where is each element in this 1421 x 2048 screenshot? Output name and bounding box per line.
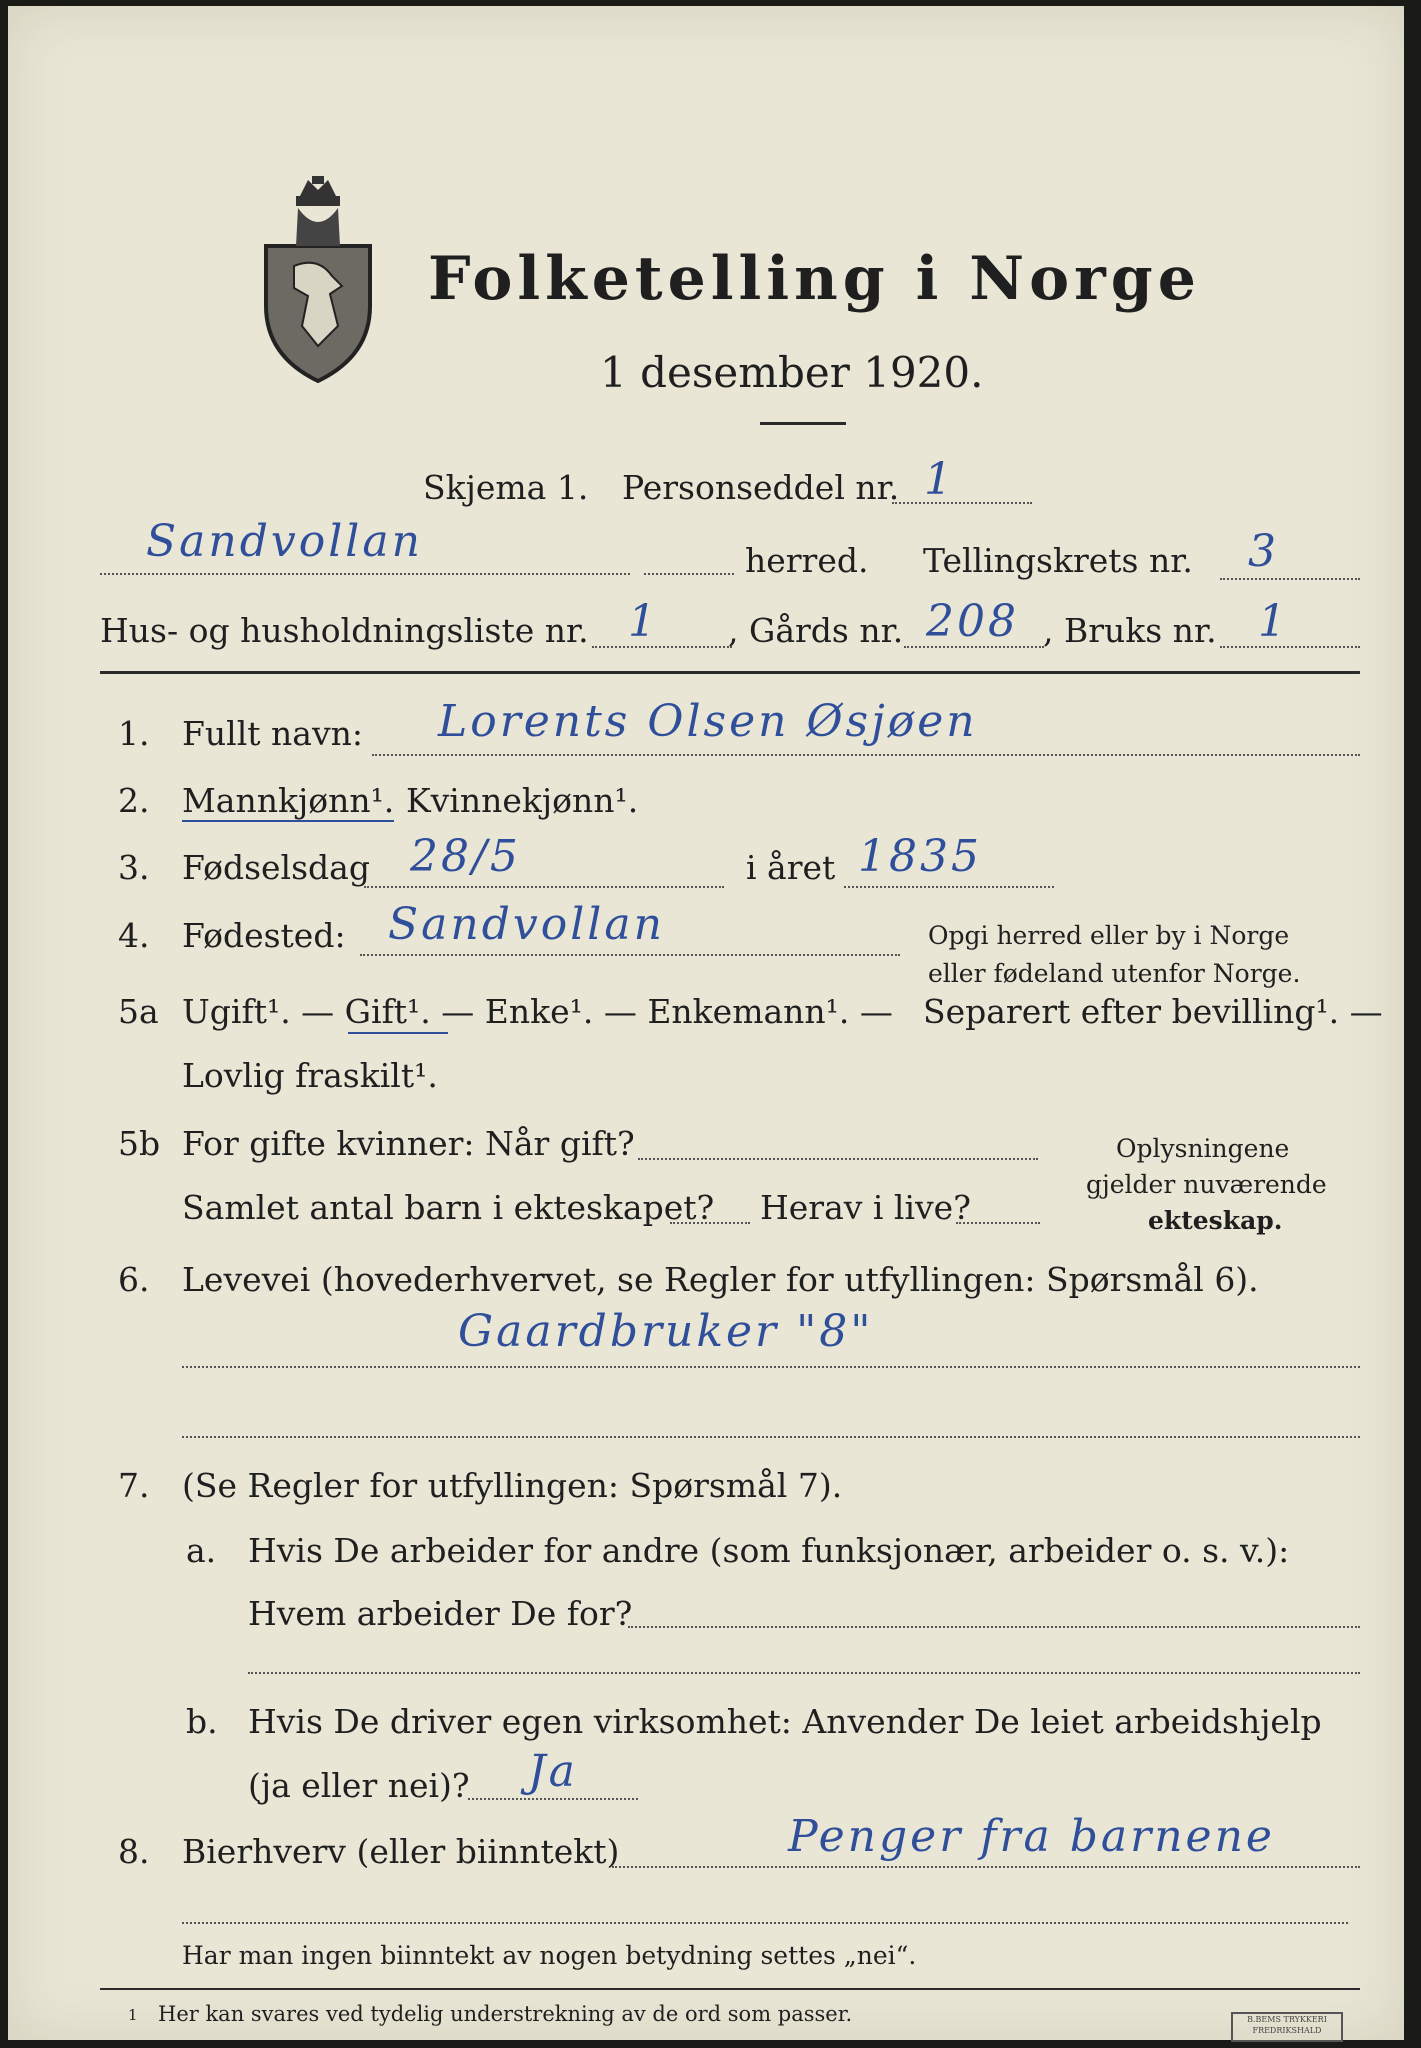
herred-line-2	[644, 573, 734, 575]
q4-line	[360, 954, 900, 956]
q5b-alive-line	[956, 1222, 1040, 1224]
footnote-number: 1	[128, 2006, 138, 2024]
q8-value: Penger fra barnene	[788, 1811, 1275, 1862]
q8-number: 8.	[118, 1832, 150, 1871]
printer-stamp: B.BEMS TRYKKERI FREDRIKSHALD	[1231, 2012, 1343, 2042]
q4-value: Sandvollan	[388, 899, 665, 950]
q1-label: Fullt navn:	[182, 714, 363, 753]
herred-value: Sandvollan	[146, 516, 423, 567]
q8-line	[612, 1866, 1360, 1868]
q7a-label-1: Hvis De arbeider for andre (som funksjonær, arbeider o. s. v.):	[248, 1531, 1290, 1570]
q3-day-line	[364, 886, 724, 888]
q7a-line-2	[248, 1672, 1360, 1674]
q5b-note-2: gjelder nuværende	[1086, 1170, 1327, 1199]
tellingskrets-value: 3	[1248, 526, 1279, 577]
q6-line-1	[182, 1366, 1360, 1368]
bruks-value: 1	[1258, 596, 1289, 647]
personseddel-line	[892, 502, 1032, 504]
q4-note-1: Opgi herred eller by i Norge	[928, 921, 1290, 950]
q7a-line-1	[628, 1626, 1360, 1628]
q6-label: Levevei (hovederhvervet, se Regler for utfyllingen: Spørsmål 6).	[182, 1260, 1259, 1299]
q3-label: Fødselsdag	[182, 848, 370, 887]
husliste-value: 1	[628, 596, 659, 647]
gards-value: 208	[926, 596, 1019, 647]
footer-rule	[100, 1988, 1360, 1990]
q5a-gift-underline	[348, 1032, 448, 1034]
q6-number: 6.	[118, 1260, 150, 1299]
q4-label: Fødested:	[182, 916, 346, 955]
q5b-note-1: Oplysningene	[1116, 1134, 1290, 1163]
q7a-label-2: Hvem arbeider De for?	[248, 1594, 633, 1633]
bruks-line	[1220, 646, 1360, 648]
q8-line-2	[182, 1922, 1348, 1924]
q1-value: Lorents Olsen Øsjøen	[438, 696, 978, 747]
herred-line	[100, 573, 630, 575]
q3-year-label: i året	[746, 848, 836, 887]
q5b-label-when: For gifte kvinner: Når gift?	[182, 1124, 635, 1163]
q8-label: Bierhverv (eller biinntekt)	[182, 1832, 620, 1871]
q3-number: 3.	[118, 848, 150, 887]
q6-line-2	[182, 1436, 1360, 1438]
title-divider	[760, 422, 846, 425]
husliste-label: Hus- og husholdningsliste nr.	[100, 611, 589, 650]
q5b-when-line	[638, 1158, 1038, 1160]
q7-label: (Se Regler for utfyllingen: Spørsmål 7).	[182, 1466, 843, 1505]
q7a-letter: a.	[186, 1531, 217, 1570]
q5a-options: Ugift¹. — Gift¹. — Enke¹. — Enkemann¹. —	[182, 992, 893, 1031]
census-form	[8, 6, 1404, 2040]
q7b-label-2: (ja eller nei)?	[248, 1766, 470, 1805]
norway-coat-of-arms-icon	[258, 176, 378, 386]
tellingskrets-label: Tellingskrets nr.	[923, 541, 1193, 580]
bruks-label: , Bruks nr.	[1043, 611, 1217, 650]
husliste-line	[592, 646, 732, 648]
q5b-note-3: ekteskap.	[1148, 1206, 1283, 1235]
q6-value: Gaardbruker "8"	[458, 1306, 874, 1357]
herred-label: herred.	[745, 541, 869, 580]
personseddel-label: Personseddel nr.	[622, 468, 900, 507]
q2-number: 2.	[118, 781, 150, 820]
biinntekt-note: Har man ingen biinntekt av nogen betydning settes „nei“.	[182, 1941, 917, 1970]
q3-year-value: 1835	[858, 831, 982, 882]
q7b-value: Ja	[528, 1746, 578, 1797]
q4-note-2: eller fødeland utenfor Norge.	[928, 959, 1301, 988]
q1-line	[372, 754, 1360, 756]
q3-day-value: 28/5	[410, 831, 521, 882]
q5b-label-children: Samlet antal barn i ekteskapet?	[182, 1188, 715, 1227]
form-title: Folketelling i Norge	[428, 244, 1201, 314]
q1-number: 1.	[118, 714, 150, 753]
q3-year-line	[844, 886, 1054, 888]
tellingskrets-line	[1220, 578, 1360, 580]
gards-label: , Gårds nr.	[728, 611, 904, 650]
footnote-text: Her kan svares ved tydelig understrekning av de ord som passer.	[158, 2002, 853, 2026]
q7-number: 7.	[118, 1466, 150, 1505]
q7b-line	[468, 1798, 638, 1800]
q7b-label-1: Hvis De driver egen virksomhet: Anvender De leiet arbeidshjelp	[248, 1702, 1322, 1741]
q7b-letter: b.	[186, 1702, 218, 1741]
q5b-label-alive: Herav i live?	[760, 1188, 971, 1227]
q5a-separert: Separert efter bevilling¹. —	[923, 992, 1383, 1031]
q5a-fraskilt: Lovlig fraskilt¹.	[182, 1056, 438, 1095]
q5a-number: 5a	[118, 992, 159, 1031]
q5b-number: 5b	[118, 1124, 161, 1163]
q2-female-option: Kvinnekjønn¹.	[406, 781, 639, 820]
q5b-children-line	[670, 1222, 750, 1224]
header-rule	[100, 671, 1360, 674]
q4-number: 4.	[118, 916, 150, 955]
census-date: 1 desember 1920.	[600, 348, 984, 397]
skjema-label: Skjema 1.	[423, 468, 589, 507]
q2-male-option: Mannkjønn¹.	[182, 781, 395, 820]
personseddel-value: 1	[924, 454, 955, 505]
